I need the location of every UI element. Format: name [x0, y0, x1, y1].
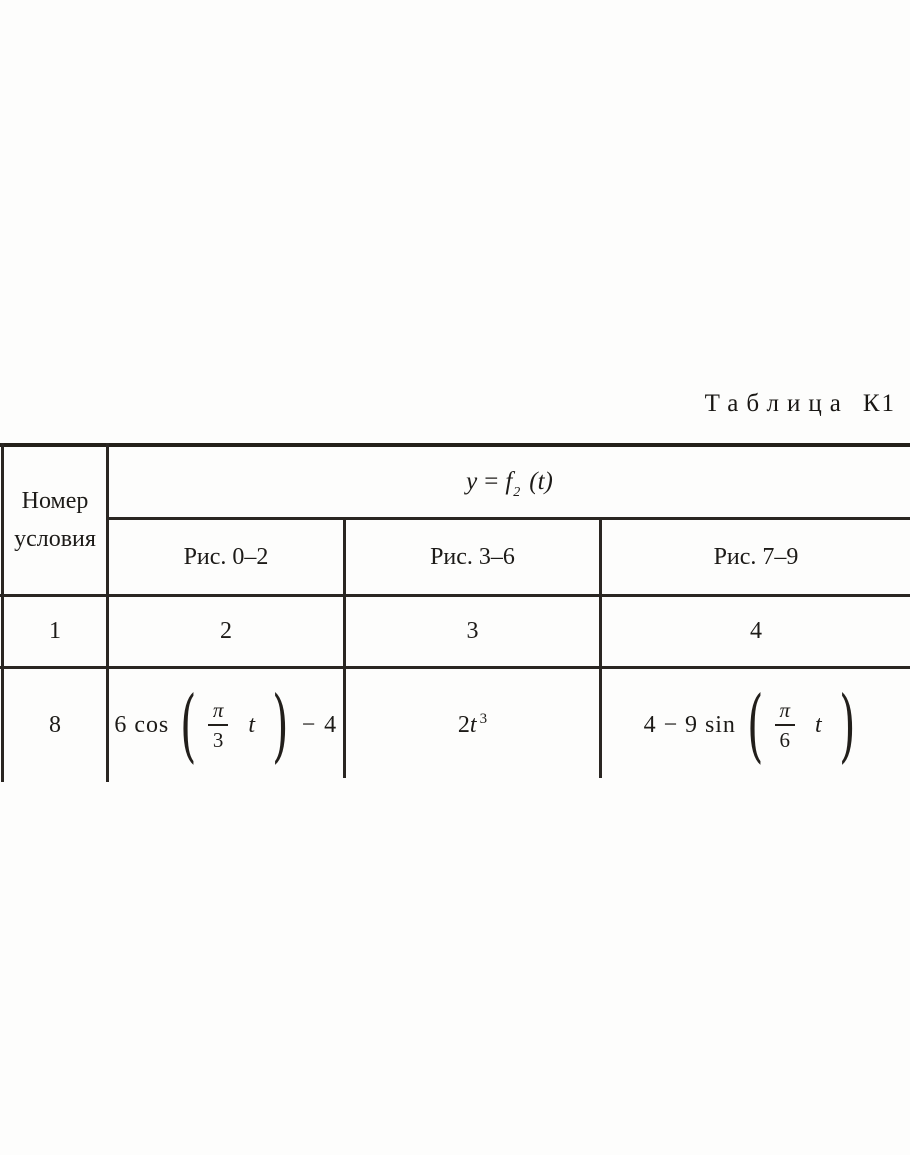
- formula-variable-t: t: [248, 711, 256, 738]
- col-header-ris-3-6: [346, 520, 599, 594]
- fraction-numerator: π: [779, 697, 791, 722]
- corner-header-line2: условия: [14, 525, 96, 552]
- fraction-denominator: 3: [208, 724, 229, 751]
- formula-subscript: 2: [513, 485, 521, 500]
- corner-header-line1: Номер: [21, 488, 89, 515]
- condition-number-cell: [4, 669, 106, 781]
- formula-cell-ris-3-6: [346, 669, 599, 781]
- formula-coefficient: 2: [457, 711, 470, 738]
- formula-func-f: f: [505, 468, 513, 495]
- right-paren: ): [838, 678, 856, 772]
- left-paren: (: [180, 678, 197, 772]
- corner-header-cell: [4, 447, 106, 594]
- equals-sign: =: [484, 468, 499, 495]
- fraction-denominator: 6: [775, 724, 796, 751]
- col-header-label: Рис. 3–6: [430, 543, 515, 570]
- index-cell-3: [346, 597, 599, 666]
- table-caption-code: К1: [862, 390, 896, 417]
- formula-cell-ris-7-9: [602, 669, 910, 781]
- formula-6cos: [114, 678, 338, 772]
- index-cell-1: [4, 597, 106, 666]
- formula-2t3: [458, 712, 487, 739]
- formula-variable-t: t: [469, 711, 477, 738]
- index-cell-4: [602, 597, 910, 666]
- index-number: 4: [750, 618, 762, 644]
- right-paren: ): [272, 678, 289, 772]
- col-header-ris-7-9: [602, 520, 910, 594]
- index-number: 1: [49, 618, 61, 644]
- formula-suffix: − 4: [301, 711, 338, 738]
- formula-argument: (t): [529, 468, 553, 495]
- formula-prefix: 6 cos: [114, 711, 170, 738]
- fraction-pi-3: [208, 699, 229, 751]
- formula-var-y: y: [466, 468, 478, 495]
- formula-cell-ris-0-2: [109, 669, 343, 781]
- fraction-pi-6: [774, 699, 795, 751]
- index-cell-2: [109, 597, 343, 666]
- formula-exponent: 3: [479, 710, 488, 727]
- table-caption-word: Таблица: [704, 390, 849, 417]
- formula-variable-t: t: [815, 711, 822, 738]
- col-header-label: Рис. 7–9: [713, 543, 799, 570]
- index-number: 2: [220, 618, 232, 644]
- formula-4-9sin: [643, 678, 869, 772]
- table-caption: [705, 390, 896, 418]
- span-header-formula: [466, 468, 553, 500]
- fraction-numerator: π: [212, 697, 224, 722]
- left-paren: (: [747, 678, 764, 772]
- condition-number: 8: [49, 711, 61, 738]
- col-header-ris-0-2: [109, 520, 343, 594]
- span-header-cell: [109, 447, 910, 517]
- index-number: 3: [466, 618, 479, 644]
- formula-prefix: 4 − 9 sin: [643, 711, 736, 738]
- col-header-label: Рис. 0–2: [183, 543, 269, 570]
